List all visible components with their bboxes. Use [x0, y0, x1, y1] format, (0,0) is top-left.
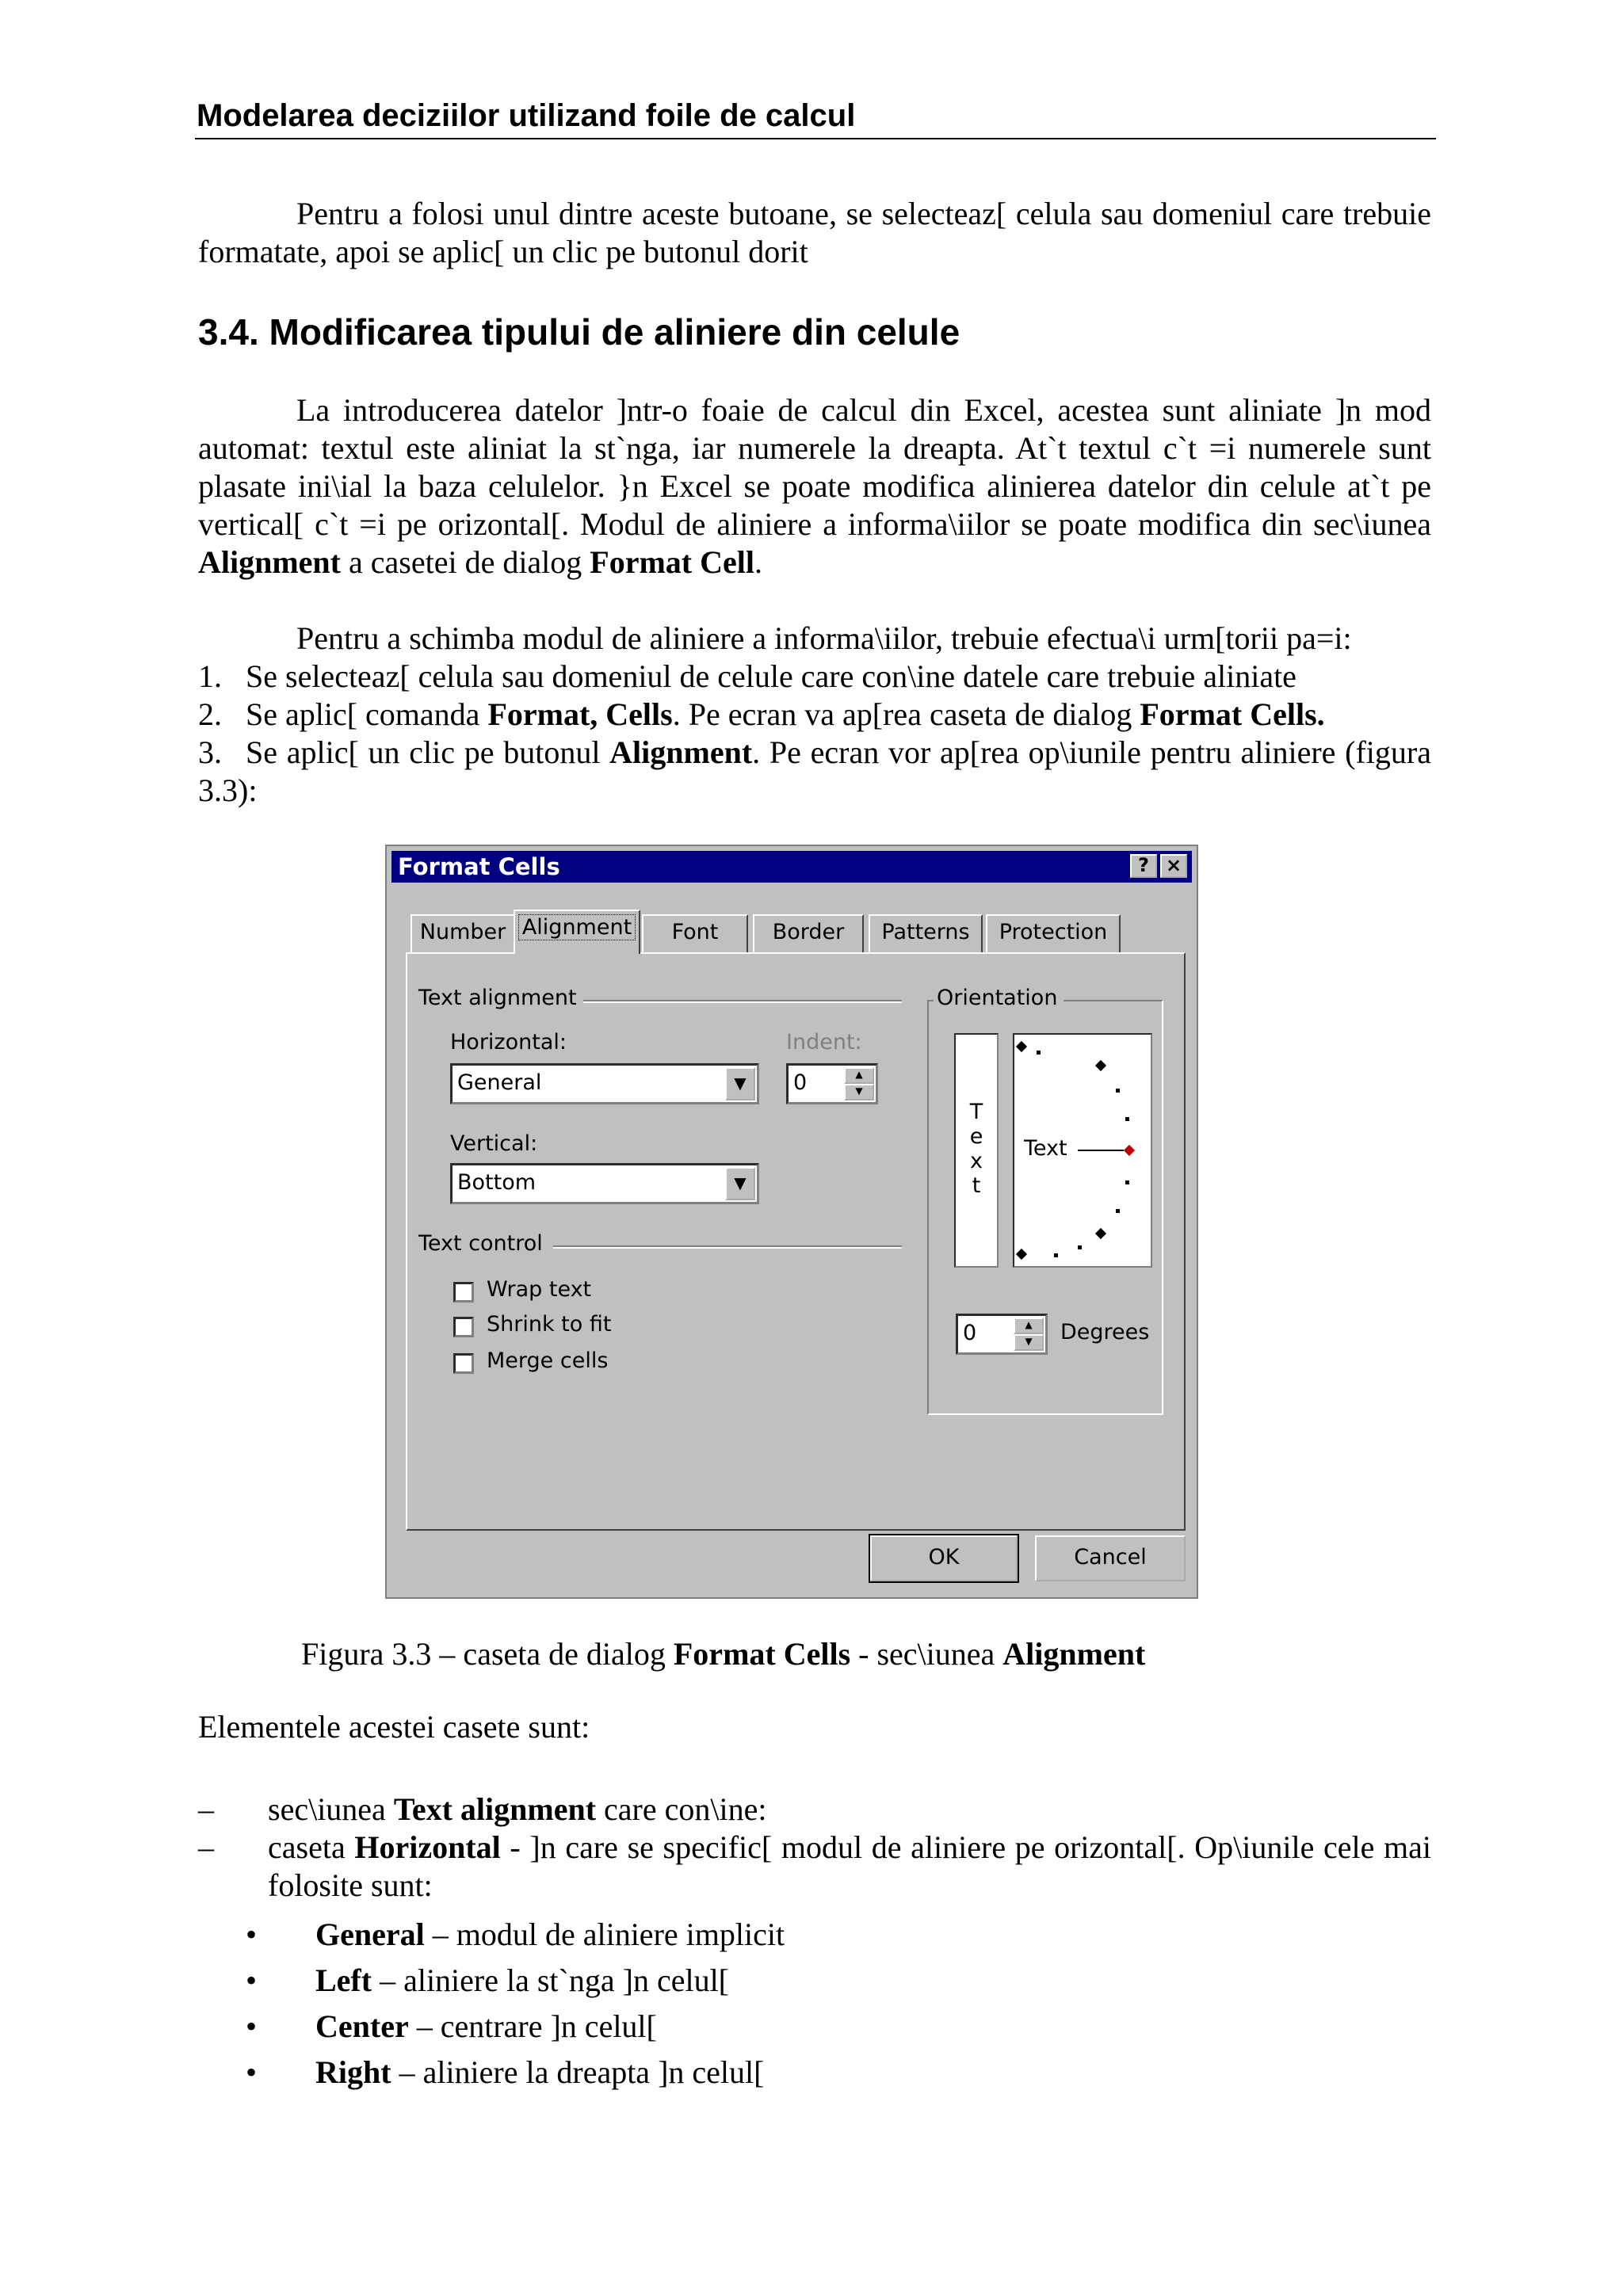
- section-title: 3.4. Modificarea tipului de aliniere din celule: [198, 311, 960, 353]
- paragraph-3: Pentru a schimba modul de aliniere a informa\iilor, trebuie efectua\i urm[torii pa=i:: [296, 620, 1352, 656]
- vertical-text-box[interactable]: [954, 1033, 999, 1268]
- dialog-title: Format Cells: [398, 853, 560, 880]
- tab-border[interactable]: Border: [753, 914, 864, 952]
- text-alignment-label: Text alignment: [418, 986, 583, 1010]
- dash-bold: Horizontal: [354, 1829, 501, 1865]
- indent-spinner[interactable]: [786, 1063, 878, 1104]
- caption-bold-1: Format Cells: [673, 1636, 851, 1672]
- step-text: . Pe ecran va ap[rea caseta de dialog: [672, 696, 1140, 732]
- elements-intro: Elementele acestei casete sunt:: [198, 1709, 590, 1745]
- step-bold: Alignment: [609, 734, 753, 770]
- dot-icon: [1078, 1245, 1082, 1249]
- checkbox-box[interactable]: [453, 1317, 474, 1337]
- dash-text-a: sec\iunea: [268, 1791, 394, 1827]
- caption-prefix: Figura 3.3 – caseta de dialog: [301, 1636, 674, 1672]
- bullet-desc: – aliniere la dreapta ]n celul[: [391, 2054, 765, 2090]
- vertical-label: Vertical:: [450, 1131, 538, 1156]
- dot-icon: [1116, 1209, 1120, 1213]
- orientation-label: Orientation: [934, 986, 1064, 1010]
- spin-down-icon[interactable]: ▼: [1014, 1334, 1044, 1351]
- paragraph-2-end: .: [754, 544, 762, 580]
- horizontal-select[interactable]: [450, 1063, 759, 1104]
- orientation-marker-icon: [1095, 1228, 1106, 1239]
- tab-alignment-label: Alignment: [518, 914, 636, 940]
- tab-alignment[interactable]: [514, 910, 640, 954]
- text-control-label: Text control: [418, 1231, 549, 1256]
- orientation-text: Text: [1024, 1136, 1067, 1161]
- indent-value: 0: [793, 1070, 808, 1095]
- bullet-desc: – centrare ]n celul[: [408, 2008, 657, 2044]
- checkbox-box[interactable]: [453, 1282, 474, 1302]
- step-bold: Format Cells.: [1140, 696, 1325, 732]
- step-1: [198, 658, 1431, 696]
- divider: [553, 1245, 902, 1249]
- dot-icon: [1037, 1051, 1041, 1055]
- bullet-bold: Left: [315, 1962, 372, 1998]
- checkbox-label: Merge cells: [487, 1348, 609, 1373]
- bullet-text: [315, 2054, 764, 2092]
- checkbox-box[interactable]: [453, 1353, 474, 1374]
- dot-icon: [1116, 1089, 1120, 1093]
- bullet-text: [315, 1962, 729, 2000]
- spin-up-icon[interactable]: ▲: [844, 1067, 874, 1084]
- vertical-text-char: t: [972, 1173, 981, 1198]
- bullet-bold: General: [315, 1917, 425, 1952]
- tab-protection[interactable]: Protection: [986, 914, 1121, 952]
- step-2: [198, 696, 1431, 734]
- dash-item-2: [198, 1829, 1431, 1905]
- horizontal-value: General: [457, 1070, 542, 1095]
- dialog-titlebar: [391, 851, 1192, 883]
- format-cells-dialog: [385, 845, 1198, 1599]
- dropdown-arrow-icon[interactable]: ▼: [725, 1167, 755, 1200]
- caption-bold-2: Alignment: [1002, 1636, 1146, 1672]
- bullet-bold: Center: [315, 2008, 409, 2044]
- dash-symbol: –: [198, 1791, 214, 1827]
- figure-caption: [301, 1635, 1145, 1673]
- checkbox-label: Shrink to fit: [487, 1312, 612, 1337]
- degrees-label: Degrees: [1060, 1320, 1150, 1344]
- header-rule: [195, 138, 1436, 139]
- orientation-marker-icon: [1095, 1060, 1106, 1071]
- bullet-icon: •: [246, 1962, 258, 1998]
- spin-up-icon[interactable]: ▲: [1014, 1318, 1044, 1334]
- step-text: Se selecteaz[ celula sau domeniul de celule care con\ine datele care trebuie aliniate: [246, 658, 1296, 694]
- alignment-panel: [406, 952, 1186, 1531]
- vertical-text-char: e: [969, 1124, 983, 1149]
- indent-label: Indent:: [786, 1030, 862, 1055]
- paragraph-2-text: La introducerea datelor ]ntr-o foaie de calcul din Excel, acestea sunt aliniate ]n mod automat: textul este aliniat la st`nga, iar numerele la dreapta. At`t textul c`t =i numerele sunt plasate ini\ial la baza celulelor. }n Excel se poate modifica alinierea datelor din celule at`t pe vertical[ c`t =i pe orizontal[. Modul de aliniere a informa\iilor se poate modifica din sec\iunea: [198, 392, 1431, 542]
- paragraph-2: [198, 391, 1431, 582]
- close-button[interactable]: ×: [1160, 854, 1187, 878]
- dot-icon: [1054, 1253, 1058, 1257]
- orientation-handle-icon[interactable]: [1124, 1145, 1135, 1156]
- paragraph-2-bold-1: Alignment: [198, 544, 341, 580]
- paragraph-2-bold-2: Format Cell: [590, 544, 754, 580]
- bullet-desc: – modul de aliniere implicit: [424, 1917, 785, 1952]
- horizontal-label: Horizontal:: [450, 1030, 567, 1055]
- dash-text: [268, 1829, 1431, 1905]
- step-text: Se aplic[ comanda: [246, 696, 488, 732]
- step-text: . Pe ecran vor ap[rea op\iunile pentru aliniere (figura 3.3):: [198, 734, 1431, 808]
- vertical-select[interactable]: [450, 1163, 759, 1204]
- spin-down-icon[interactable]: ▼: [844, 1084, 874, 1100]
- degrees-spinner[interactable]: [956, 1314, 1048, 1355]
- dash-text-b: - ]n care se specific[ modul de aliniere pe orizontal[. Op\iunile cele mai folosite sunt:: [268, 1829, 1431, 1903]
- dash-text-b: care con\ine:: [596, 1791, 767, 1827]
- checkbox-label: Wrap text: [487, 1277, 592, 1302]
- vertical-text-char: T: [969, 1100, 983, 1124]
- step-number: 3.: [198, 734, 222, 770]
- running-header: Modelarea deciziilor utilizand foile de calcul: [197, 98, 856, 133]
- paragraph-1: Pentru a folosi unul dintre aceste butoane, se selecteaz[ celula sau domeniul care trebuie formatate, apoi se aplic[ un clic pe butonul dorit: [198, 196, 1431, 269]
- step-3: [198, 734, 1431, 810]
- vertical-value: Bottom: [457, 1170, 537, 1195]
- bullet-icon: •: [246, 2054, 258, 2090]
- bullet-bold: Right: [315, 2054, 391, 2090]
- step-bold: Format, Cells: [487, 696, 673, 732]
- orientation-marker-icon: [1016, 1041, 1027, 1052]
- dash-symbol: –: [198, 1829, 214, 1865]
- dash-item-1: [198, 1791, 1431, 1829]
- caption-mid: - sec\iunea: [850, 1636, 1003, 1672]
- tab-font[interactable]: Font: [642, 914, 748, 952]
- bullet-text: [315, 2008, 657, 2046]
- bullet-icon: •: [246, 1917, 258, 1952]
- dash-bold: Text alignment: [393, 1791, 597, 1827]
- step-number: 2.: [198, 696, 222, 732]
- dot-icon: [1125, 1180, 1129, 1184]
- degrees-value: 0: [963, 1321, 977, 1345]
- dash-text-a: caseta: [268, 1829, 355, 1865]
- tab-number[interactable]: Number: [411, 914, 515, 952]
- bullet-icon: •: [246, 2008, 258, 2044]
- vertical-text-char: x: [970, 1149, 983, 1173]
- help-button[interactable]: ?: [1130, 854, 1157, 878]
- orientation-dial[interactable]: [1013, 1033, 1152, 1268]
- paragraph-2-mid: a casetei de dialog: [341, 544, 590, 580]
- tab-patterns[interactable]: Patterns: [869, 914, 983, 952]
- dropdown-arrow-icon[interactable]: ▼: [725, 1067, 755, 1100]
- step-text: Se aplic[ un clic pe butonul: [246, 734, 610, 770]
- orientation-marker-icon: [1016, 1249, 1027, 1260]
- cancel-button[interactable]: Cancel: [1035, 1535, 1186, 1581]
- divider: [579, 1000, 902, 1003]
- step-number: 1.: [198, 658, 222, 694]
- dash-text: [268, 1791, 1431, 1829]
- bullet-desc: – aliniere la st`nga ]n celul[: [372, 1962, 729, 1998]
- ok-button[interactable]: OK: [870, 1535, 1018, 1581]
- bullet-text: [315, 1916, 785, 1954]
- dot-icon: [1125, 1117, 1129, 1121]
